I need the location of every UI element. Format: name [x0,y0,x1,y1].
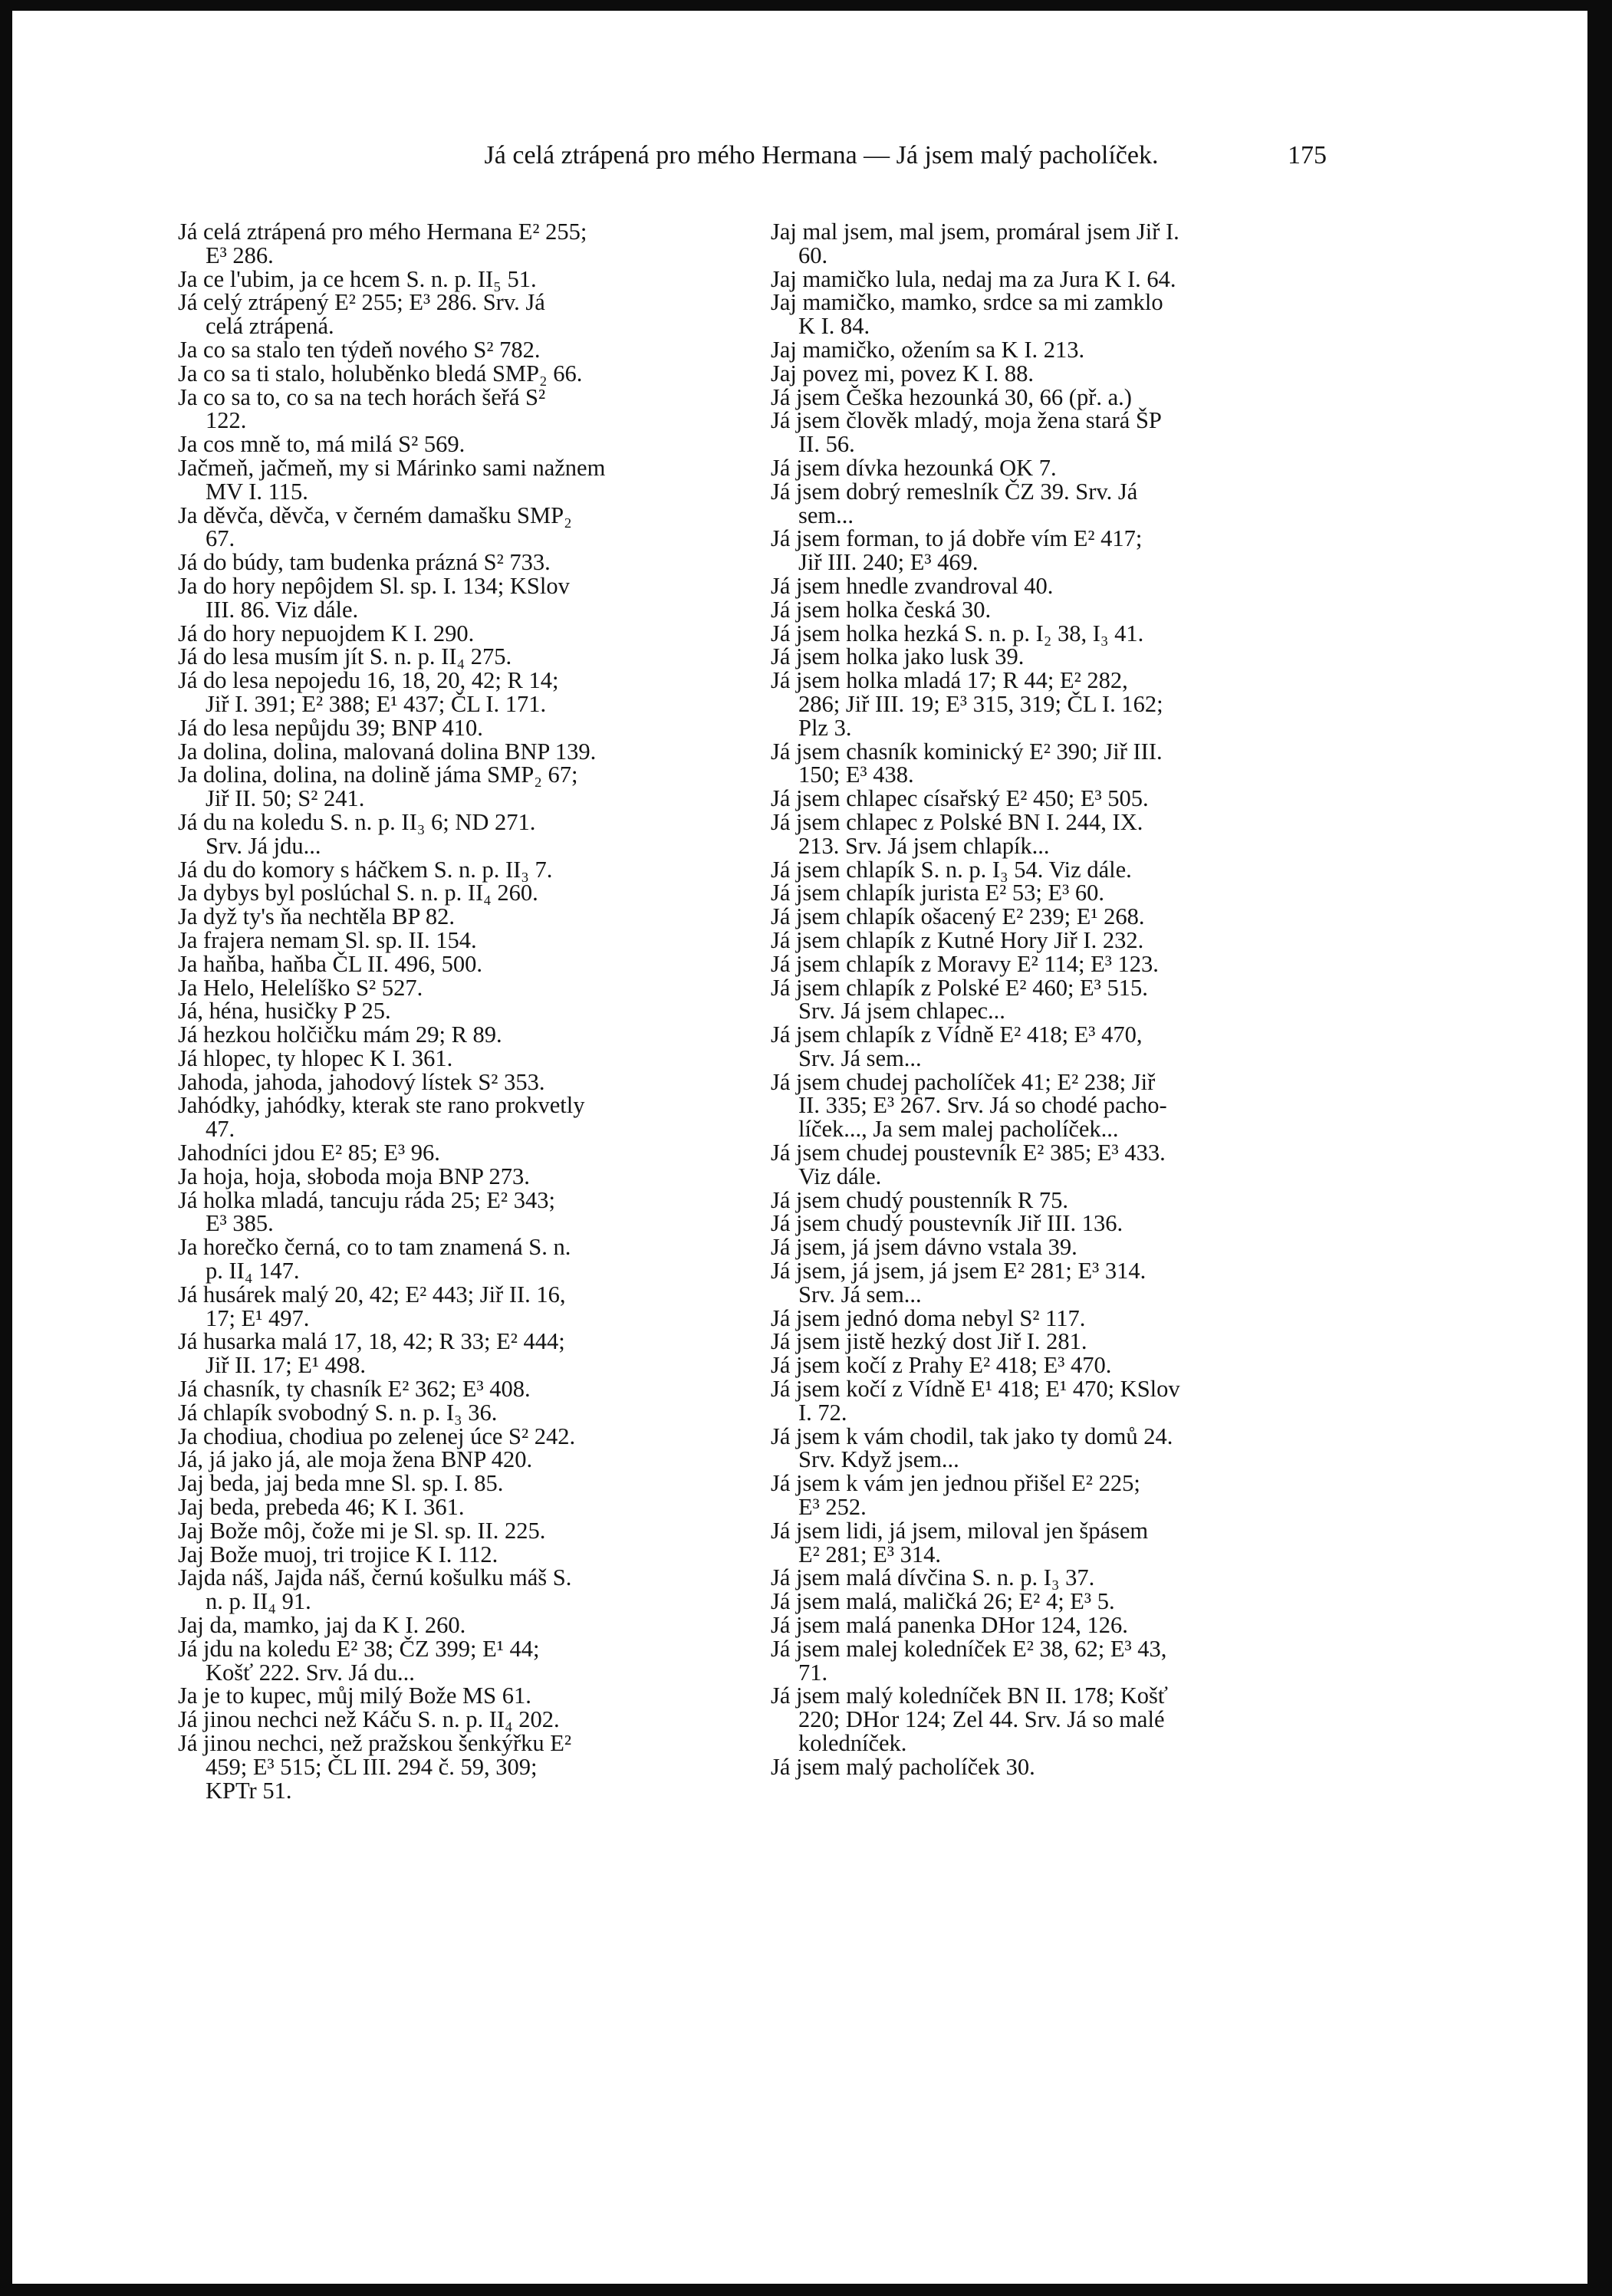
index-entry-line: Ja co sa to, co sa na tech horách šeřá S² [178,383,546,410]
index-entry [771,1590,1337,1613]
index-entry [178,740,744,764]
index-entry [771,858,1337,882]
index-entry-line: Já jsem jednó doma nebyl S² 117. [771,1304,1086,1331]
index-entry-line: Já du na koledu S. n. p. II₃ 6; ND 271. [178,808,536,835]
index-entry-line: Já jsem holka česká 30. [771,596,992,623]
index-entry-line: Jaj mal jsem, mal jsem, promáral jsem Jiř I. [771,219,1179,245]
index-entry [178,1044,744,1071]
index-entry-line: Já celý ztrápený E² 255; E³ 286. Srv. Já [178,289,545,316]
scan-border-bottom [0,2284,1612,2296]
index-entry [178,1068,744,1095]
index-entry-line: Já jsem malá panenka DHor 124, 126. [771,1612,1128,1639]
index-entry-line: Já do lesa musím jít S. n. p. II₄ 275. [178,643,512,670]
index-entry-line: 459; E³ 515; ČL III. 294 č. 59, 309; [206,1753,538,1780]
index-entry-line: líček..., Ja sem malej pacholíček... [798,1116,1119,1143]
index-entry [771,669,1337,739]
index-entry-line: Plz 3. [798,714,852,741]
index-entry-line: Já jsem Češka hezounká 30, 66 (př. a.) [771,383,1132,410]
index-entry-line: Jahodníci jdou E² 85; E³ 96. [178,1140,440,1166]
index-entry-line: 71. [798,1659,828,1686]
index-entry-line: Ja cos mně to, má milá S² 569. [178,431,466,458]
index-entry-line: 220; DHor 124; Zel 44. Srv. Já so malé [798,1706,1165,1733]
index-entry [771,1212,1337,1235]
index-entry [178,338,744,362]
index-entry [178,456,744,504]
index-entry-line: Já husárek malý 20, 42; E² 443; Jiř II. 16, [178,1281,566,1308]
index-entry-line: Jaj mamičko lula, nedaj ma za Jura K I. 64. [771,265,1176,292]
index-entry-line: Já, héna, husičky P 25. [178,998,391,1025]
index-entry-line: Jahódky, jahódky, kterak ste rano prokvetly [178,1092,585,1119]
index-entry [771,787,1337,811]
index-entry [178,574,744,622]
index-entry [771,598,1337,622]
index-entry-line: Já do hory nepuojdem K I. 290. [178,620,475,646]
index-entry-line: Srv. Já jsem chlapec... [798,998,1005,1025]
index-entry-line: Já jsem chlapík S. n. p. I₃ 54. Viz dále. [771,856,1132,883]
index-entry-line: 122. [206,407,247,434]
index-entry-line: Ja dolina, dolina, na dolině jáma SMP₂ 67; [178,761,578,788]
index-entry-line: Jaj beda, jaj beda mne Sl. sp. I. 85. [178,1470,504,1497]
index-entry-line: Já jsem malá, maličká 26; E² 4; E³ 5. [771,1588,1115,1615]
index-entry [178,1708,744,1732]
index-entry-line: Jajda náš, Jajda náš, černú košulku máš S. [178,1564,572,1591]
index-entry-line: MV I. 115. [206,478,308,505]
index-entry [771,1377,1337,1425]
index-entry [771,1186,1337,1213]
index-entry-line: Jaj beda, prebeda 46; K I. 361. [178,1494,465,1521]
index-entry-line: Já jsem chudej pacholíček 41; E² 238; Jiř [771,1068,1156,1095]
index-entry-line: Viz dále. [798,1163,882,1189]
index-entry [178,1165,744,1189]
index-entry-line: sem... [798,502,854,528]
index-entry-line: p. II₄ 147. [206,1258,300,1285]
index-entry-line: 60. [798,242,828,268]
index-entry [771,808,1337,859]
index-entry-line: Já jsem k vám chodil, tak jako ty domů 24. [771,1423,1173,1449]
index-entry [178,763,744,811]
index-entry-line: E³ 286. [206,242,274,268]
index-entry-line: Já do lesa nepojedu 16, 18, 20, 42; R 14; [178,667,559,694]
index-entry-line: Ja ce l'ubim, ja ce hcem S. n. p. II₅ 51. [178,265,537,292]
index-entry-line: Já jsem, já jsem, já jsem E² 281; E³ 314. [771,1258,1146,1285]
index-entry [771,1023,1337,1071]
index-entry [178,1094,744,1141]
index-entry-line: Ja co sa ti stalo, holuběnko bledá SMP₂ 66. [178,360,583,387]
index-entry [178,1448,744,1472]
index-entry [178,291,744,338]
index-entry-line: Jiř II. 17; E¹ 498. [206,1352,367,1379]
index-entry [771,905,1337,929]
index-entry-line: Srv. Když jsem... [798,1446,959,1473]
index-entry-line: Já jsem chlapík z Kutné Hory Jiř I. 232. [771,926,1144,953]
index-entry-line: Jahoda, jahoda, jahodový lístek S² 353. [178,1068,545,1095]
index-entry-line: Košť 222. Srv. Já du... [206,1659,415,1686]
index-entry [178,1543,744,1567]
index-entry-line: I. 72. [798,1399,847,1426]
index-entry [771,1519,1337,1567]
index-entry-line: Jiř I. 391; E² 388; E¹ 437; ČL I. 171. [206,690,547,717]
index-entry-line: Já husarka malá 17, 18, 42; R 33; E² 444; [178,1328,565,1355]
index-entry [178,858,744,882]
index-entry [771,881,1337,905]
index-entry [178,1495,744,1519]
index-entry-line: Já hezkou holčičku mám 29; R 89. [178,1021,502,1048]
index-entry-line: Srv. Já sem... [798,1044,922,1071]
index-entry [771,1304,1337,1331]
index-entry-line: 17; E¹ 497. [206,1304,310,1331]
index-entry [771,362,1337,386]
index-entry-line: n. p. II₄ 91. [206,1588,311,1615]
index-entry [771,1566,1337,1590]
index-entry [771,220,1337,268]
index-entry [178,1613,744,1637]
index-entry-line: Já jsem holka mladá 17; R 44; E² 282, [771,667,1128,694]
index-column-right [771,220,1337,1779]
index-entry-line: Ja do hory nepôjdem Sl. sp. I. 134; KSlov [178,572,570,599]
index-entry-line: Já jinou nechci, než pražskou šenkýřku E² [178,1730,572,1756]
scan-border-top [0,0,1612,11]
index-entry-line: Já jdu na koledu E² 38; ČZ 399; E¹ 44; [178,1635,540,1662]
index-entry [178,622,744,646]
index-entry-line: E² 281; E³ 314. [798,1541,942,1567]
index-entry-line: Jaj da, mamko, jaj da K I. 260. [178,1612,466,1639]
index-entry-line: Jaj mamičko, mamko, srdce sa mi zamklo [771,289,1163,316]
index-entry-line: Jiř II. 50; S² 241. [206,785,365,812]
index-entry [178,1637,744,1685]
index-entry [771,1425,1337,1472]
index-entry [178,1732,744,1802]
index-entry-line: Ja dolina, dolina, malovaná dolina BNP 139. [178,738,597,765]
index-entry [178,433,744,456]
index-entry-line: Já do búdy, tam budenka prázná S² 733. [178,549,551,576]
index-entry-line: Já jsem chudý poustenník R 75. [771,1186,1068,1213]
index-entry [178,881,744,905]
index-entry [178,220,744,268]
index-entry-line: Já jsem chlapík ošacený E² 239; E¹ 268. [771,903,1145,930]
index-entry [771,265,1337,292]
index-entry [178,1186,744,1237]
index-entry-line: Já jsem chlapík z Vídně E² 418; E³ 470, [771,1021,1143,1048]
index-entry-line: Ja děvča, děvča, v černém damašku SMP₂ [178,502,572,528]
index-entry-line: III. 86. Viz dále. [206,596,359,623]
index-entry-line: Já jsem malej koledníček E² 38, 62; E³ 43, [771,1635,1167,1662]
index-entry-line: Ja dybys byl poslúchal S. n. p. II₄ 260. [178,880,538,906]
scan-border-left [0,0,12,2296]
index-entry [178,926,744,953]
index-entry-line: E³ 252. [798,1494,867,1521]
index-entry [178,905,744,929]
index-entry-line: Ja Helo, Helelíško S² 527. [178,974,423,1001]
index-entry-line: Já jsem dívka hezounká OK 7. [771,454,1057,481]
index-entry [178,383,744,434]
index-entry [771,645,1337,669]
index-entry-line: Ja hoja, hoja, słoboda moja BNP 273. [178,1163,530,1189]
index-entry [771,1637,1337,1685]
index-entry-line: Ja je to kupec, můj milý Bože MS 61. [178,1683,531,1709]
index-entry-line: Já jsem, já jsem dávno vstala 39. [771,1234,1077,1261]
index-entry-line: Já jsem jistě hezký dost Jiř I. 281. [771,1328,1087,1355]
index-entry [771,456,1337,480]
index-entry-line: 286; Jiř III. 19; E³ 315, 319; ČL I. 162; [798,690,1163,717]
index-entry-line: Já hlopec, ty hlopec K I. 361. [178,1044,453,1071]
index-entry [771,622,1337,646]
index-entry-line: 150; E³ 438. [798,761,914,788]
index-entry-line: Ja haňba, haňba ČL II. 496, 500. [178,950,482,977]
index-column-left [178,220,744,1802]
index-entry-line: Já celá ztrápená pro mého Hermana E² 255; [178,219,587,245]
index-entry-line: Srv. Já jdu... [206,832,321,859]
index-entry [178,645,744,669]
index-entry [178,1141,744,1165]
index-entry [178,1235,744,1283]
index-entry-line: Jačmeň, jačmeň, my si Márinko sami nažnem [178,454,606,481]
index-entry [771,976,1337,1024]
index-entry-line: koledníček. [798,1730,907,1756]
index-entry-line: Jaj Bože muoj, tri trojice K I. 112. [178,1541,498,1567]
index-entry-line: Já jsem člověk mladý, moja žena stará ŠP [771,407,1162,434]
index-entry-line: K I. 84. [798,313,870,340]
index-entry [178,1566,744,1613]
index-entry-line: Já, já jako já, ale moja žena BNP 420. [178,1446,533,1473]
index-entry [178,265,744,292]
index-entry-line: Já jsem holka hezká S. n. p. I₂ 38, I₃ 41. [771,620,1144,646]
index-entry [178,976,744,1000]
index-entry-line: II. 335; E³ 267. Srv. Já so chodé pacho- [798,1092,1167,1119]
index-entry-line: Jiř III. 240; E³ 469. [798,549,979,576]
index-entry-line: Já du do komory s háčkem S. n. p. II₃ 7. [178,856,553,883]
index-entry [771,1755,1337,1779]
index-entry-line: Jaj povez mi, povez K I. 88. [771,360,1035,387]
index-entry [771,527,1337,574]
running-header: Já celá ztrápená pro mého Hermana — Já jsem malý pacholíček. [484,141,1159,169]
index-entry-line: Já jsem chlapík z Polské E² 460; E³ 515. [771,974,1148,1001]
index-entry-line: Já jsem hnedle zvandroval 40. [771,572,1054,599]
index-entry-line: Já jsem holka jako lusk 39. [771,643,1025,670]
index-entry [771,1613,1337,1637]
index-entry-line: Já jsem chlapec z Polské BN I. 244, IX. [771,808,1143,835]
index-entry-line: Já chlapík svobodný S. n. p. I₃ 36. [178,1399,498,1426]
index-entry [178,362,744,386]
index-entry-line: Já jinou nechci než Káču S. n. p. II₄ 202. [178,1706,560,1733]
index-entry [178,1401,744,1425]
index-entry [178,1519,744,1543]
index-entry-line: Jaj mamičko, ožením sa K I. 213. [771,336,1085,363]
index-entry-line: Já jsem k vám jen jednou přišel E² 225; [771,1470,1140,1497]
index-entry [771,383,1337,410]
index-entry-line: Já chasník, ty chasník E² 362; E³ 408. [178,1376,531,1403]
index-entry-line: Já holka mladá, tancuju ráda 25; E² 343; [178,1186,555,1213]
page-number: 175 [1288,141,1327,169]
scan-border-right [1587,0,1612,2296]
index-entry-line: Srv. Já sem... [798,1281,922,1308]
index-entry-line: Já jsem dobrý remeslník ČZ 39. Srv. Já [771,478,1138,505]
index-entry [178,1330,744,1377]
index-entry [771,926,1337,953]
index-entry [771,1068,1337,1143]
index-entry-line: Jaj Bože môj, čože mi je Sl. sp. II. 225. [178,1517,546,1544]
index-entry [771,1354,1337,1377]
index-entry-line: E³ 385. [206,1210,274,1237]
index-entry-line: Já jsem chlapec císařský E² 450; E³ 505. [771,785,1149,812]
index-entry [178,1377,744,1401]
index-entry [771,1684,1337,1755]
index-entry [178,1684,744,1708]
index-entry-line: Já jsem chudej poustevník E² 385; E³ 433. [771,1140,1166,1166]
index-entry-line: Ja chodiua, chodiua po zelenej úce S² 242. [178,1423,576,1449]
index-entry-line: 47. [206,1116,235,1143]
index-entry [771,480,1337,528]
index-entry-line: Já jsem malý pacholíček 30. [771,1753,1035,1780]
index-entry [178,1472,744,1495]
index-entry [178,551,744,574]
index-entry-line: Já jsem forman, to já dobře vím E² 417; [771,525,1143,552]
index-entry [771,338,1337,362]
index-entry-line: Já jsem chlapík z Moravy E² 114; E³ 123. [771,950,1159,977]
index-entry [771,1472,1337,1519]
index-entry [178,808,744,859]
index-entry-line: Ja frajera nemam Sl. sp. II. 154. [178,926,477,953]
index-entry-line: Ja co sa stalo ten týdeň nového S² 782. [178,336,541,363]
index-entry [178,716,744,740]
index-entry [178,1023,744,1047]
index-entry [178,1425,744,1449]
index-entry [771,740,1337,788]
index-entry [771,1330,1337,1354]
index-entry-line: Já jsem malá dívčina S. n. p. I₃ 37. [771,1564,1095,1591]
index-entry-line: Já jsem chasník kominický E² 390; Jiř III. [771,738,1163,765]
index-entry [178,669,744,716]
index-entry [178,999,744,1023]
index-entry-line: Ja dyž ty's ňa nechtěla BP 82. [178,903,455,930]
index-entry-line: KPTr 51. [206,1777,292,1804]
index-entry-line: Já do lesa nepůjdu 39; BNP 410. [178,714,483,741]
index-entry-line: Já jsem chudý poustevník Jiř III. 136. [771,1210,1123,1237]
index-entry-line: Já jsem chlapík jurista E² 53; E³ 60. [771,880,1105,906]
index-entry-line: Já jsem kočí z Prahy E² 418; E³ 470. [771,1352,1112,1379]
index-entry-line: 213. Srv. Já jsem chlapík... [798,832,1050,859]
index-entry [178,952,744,976]
index-entry-line: II. 56. [798,431,855,458]
index-entry-line: Já jsem malý koledníček BN II. 178; Košť [771,1683,1168,1709]
index-entry [771,291,1337,338]
index-entry-line: Ja horečko černá, co to tam znamená S. n. [178,1234,571,1261]
index-entry [771,409,1337,456]
index-entry-line: celá ztrápená. [206,313,334,340]
index-entry [771,1141,1337,1189]
index-entry [771,574,1337,598]
index-entry-line: Já jsem lidi, já jsem, miloval jen špásem [771,1517,1149,1544]
index-entry-line: 67. [206,525,235,552]
index-entry-line: Já jsem kočí z Vídně E¹ 418; E¹ 470; KSlov [771,1376,1180,1403]
index-entry [178,1283,744,1331]
index-entry [771,1235,1337,1259]
index-entry [771,952,1337,976]
index-entry [178,504,744,551]
index-entry [771,1259,1337,1307]
